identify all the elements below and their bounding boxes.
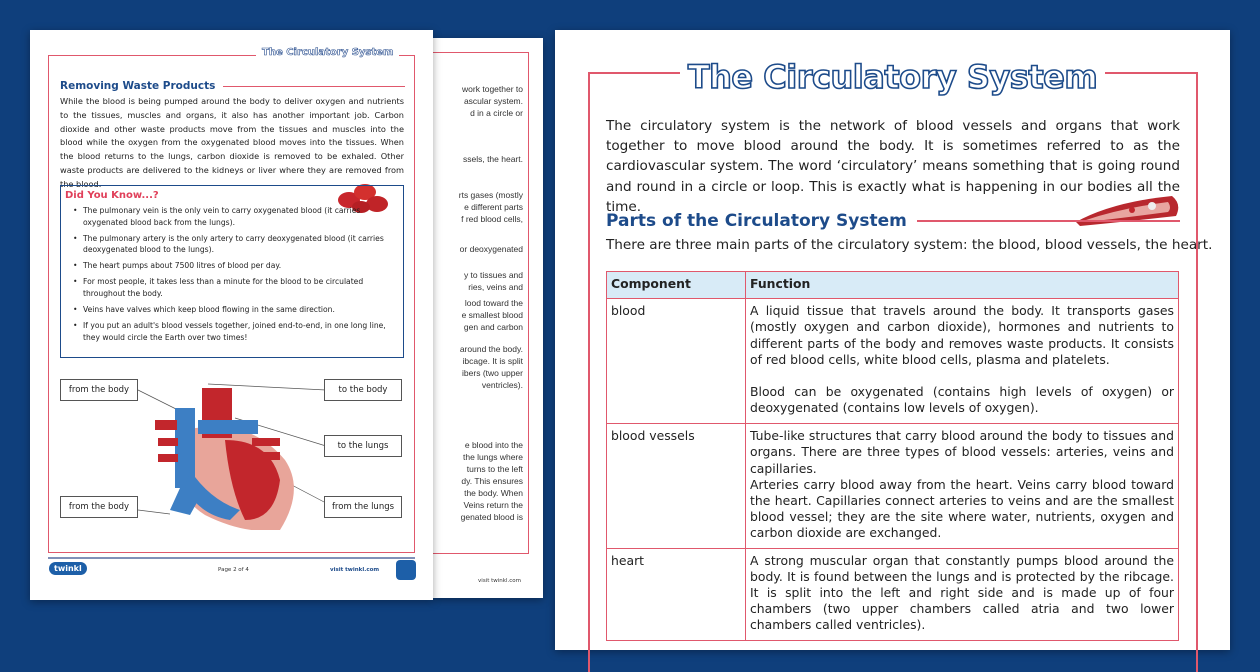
table-row <box>607 424 1179 548</box>
page-2-preview <box>30 30 433 600</box>
section-paragraph: While the blood is being pumped around the body to deliver oxygen and nutrients to the tissues, muscles and organs, it also has another important job. Carbon dioxide and other waste products move from the tissues and muscles into the blood while the oxygen from the oxygenated blood moves into the tissues. When the blood returns to the lungs, carbon dioxide is removed to be exhaled. Other waste products are delivered to the kidneys or liver where they are removed from the blood. <box>60 96 404 189</box>
diagram-label: from the body <box>60 379 138 401</box>
fact-item: • The pulmonary artery is the only artery to carry deoxygenated blood (it carries deoxygenated blood to the lungs). <box>73 233 397 256</box>
text-fragment: f red blood cells, <box>461 214 523 224</box>
diagram-label: from the lungs <box>324 496 402 518</box>
function-cell <box>746 299 1179 424</box>
text-fragment: dy. This ensures <box>461 476 523 486</box>
function-text: Arteries carry blood away from the heart. Veins carry blood toward the heart. Capillaries connect arteries to veins and are the smallest blood vessel; they are the site where water, nutrients, oxygen and carbon dioxide are exchanged. <box>750 476 1174 541</box>
text-fragment: around the body. <box>459 344 523 354</box>
text-fragment: ibcage. It is split <box>462 356 523 366</box>
fact-item: • The heart pumps about 7500 litres of blood per day. <box>73 260 397 272</box>
fact-item: • Veins have valves which keep blood flowing in the same direction. <box>73 304 397 316</box>
page-title: The Circulatory System <box>256 47 399 58</box>
back-page <box>433 38 543 598</box>
footer-site: visit twinkl.com <box>330 567 380 573</box>
text-fragment: d in a circle or <box>470 108 523 118</box>
text-fragment: e different parts <box>464 202 523 212</box>
table-row <box>607 299 1179 424</box>
text-fragment: the body. When <box>464 488 523 498</box>
function-text: A liquid tissue that travels around the body. It transports gases (mostly oxygen and carbon dioxide), hormones and nutrients to different parts of the body and removes waste products. It consists of red blood cells, white blood cells, plasma and platelets. <box>750 303 1174 367</box>
fact-item: • If you put an adult's blood vessels together, joined end-to-end, in one long line, they would circle the Earth over two times! <box>73 320 397 343</box>
table-row <box>607 548 1179 640</box>
text-fragment: ascular system. <box>463 96 523 106</box>
divider <box>917 220 1180 222</box>
fact-item: • The pulmonary vein is the only vein to carry oxygenated blood (it carries oxygenated blood back from the lungs). <box>73 205 397 228</box>
text-fragment: gen and carbon <box>463 322 523 332</box>
section-heading-text: Parts of the Circulatory System <box>606 211 907 231</box>
text-fragment: ibers (two upper <box>462 368 523 378</box>
component-cell: blood vessels <box>607 424 746 548</box>
components-table <box>606 271 1179 641</box>
section-heading <box>606 211 1180 231</box>
footer-site: visit twinkl.com <box>478 578 521 584</box>
column-header: Component <box>607 272 746 299</box>
did-you-know-heading: Did You Know...? <box>65 190 159 201</box>
component-cell: blood <box>607 299 746 424</box>
function-cell <box>746 424 1179 548</box>
section-heading-text: Removing Waste Products <box>60 80 216 92</box>
footer-divider <box>48 557 415 559</box>
text-fragment: e smallest blood <box>461 310 523 320</box>
section-heading <box>60 80 405 92</box>
diagram-label: to the body <box>324 379 402 401</box>
text-fragment: rts gases (mostly <box>458 190 523 200</box>
text-fragment: the lungs where <box>462 452 523 462</box>
divider <box>223 86 405 87</box>
text-fragment: turns to the left <box>466 464 523 474</box>
fact-item: • For most people, it takes less than a minute for the blood to be circulated throughout the body. <box>73 276 397 299</box>
page-1-preview <box>555 30 1230 650</box>
component-cell: heart <box>607 548 746 640</box>
text-fragment: ventricles). <box>481 380 523 390</box>
twinkl-logo: twinkl <box>49 562 87 575</box>
text-fragment: ries, veins and <box>468 282 523 292</box>
section-text: There are three main parts of the circulatory system: the blood, blood vessels, the heart. <box>606 237 1213 253</box>
function-text: Tube-like structures that carry blood around the body to tissues and organs. There are three types of blood vessels: arteries, veins and capillaries. <box>750 428 1174 476</box>
text-fragment: ssels, the heart. <box>462 154 523 164</box>
page-title: The Circulatory System <box>680 58 1105 96</box>
text-fragment: e blood into the <box>464 440 523 450</box>
intro-paragraph: The circulatory system is the network of blood vessels and organs that work together to move blood around the body. It is sometimes referred to as the cardiovascular system. The word ‘circulatory’ means something that is going round and round in a circle or loop. This is exactly what is happening in our bodies all the time. <box>606 118 1180 215</box>
function-cell: A strong muscular organ that constantly pumps blood around the body. It is found between the lungs and is protected by the ribcage. It is split into the left and right side and is made up of four chambers (two upper chambers called atria and two lower chambers called ventricles). <box>746 548 1179 640</box>
text-fragment: lood toward the <box>464 298 523 308</box>
text-fragment: y to tissues and <box>463 270 523 280</box>
diagram-label: to the lungs <box>324 435 402 457</box>
text-fragment: or deoxygenated <box>459 244 523 254</box>
diagram-label: from the body <box>60 496 138 518</box>
table-header-row <box>607 272 1179 299</box>
badge-icon <box>396 560 416 580</box>
text-fragment: Veins return the <box>463 500 523 510</box>
text-fragment: genated blood is <box>460 512 523 522</box>
function-text: Blood can be oxygenated (contains high levels of oxygen) or deoxygenated (contains low levels of oxygen). <box>750 384 1174 416</box>
column-header: Function <box>746 272 1179 299</box>
page-number: Page 2 of 4 <box>218 567 249 573</box>
did-you-know-box <box>60 185 404 358</box>
text-fragment: work together to <box>462 84 523 94</box>
